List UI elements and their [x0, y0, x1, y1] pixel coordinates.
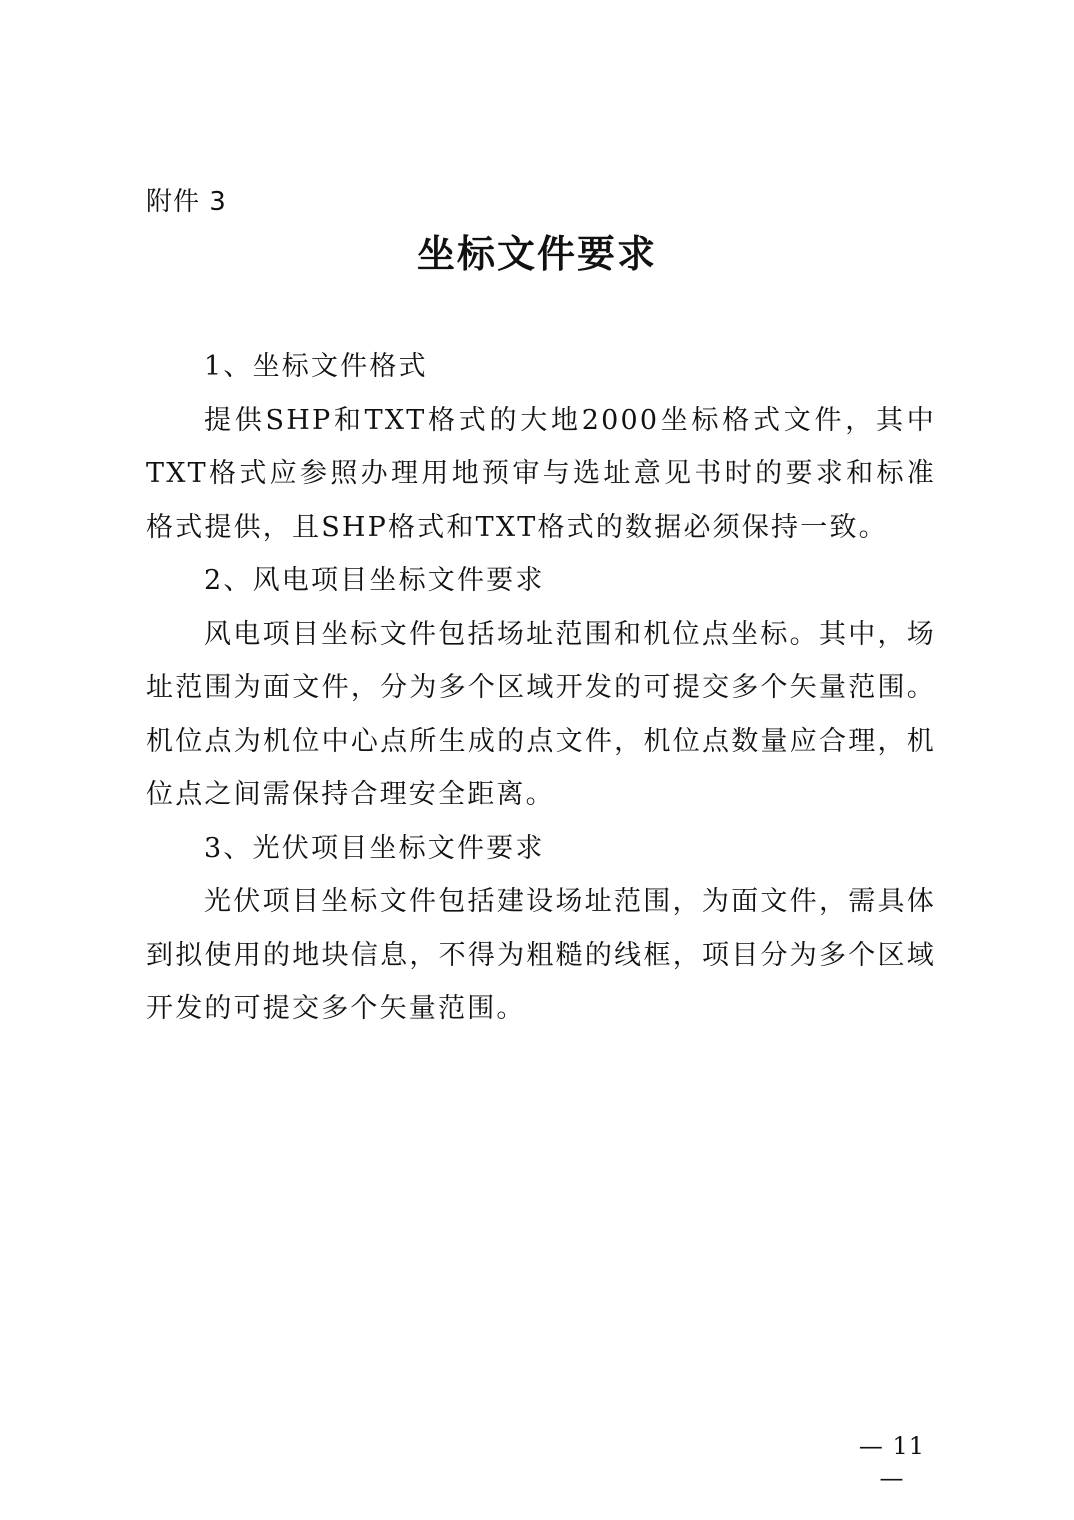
section-heading: 2、风电项目坐标文件要求 [204, 565, 545, 596]
page-number: — 11 — [858, 1432, 926, 1492]
section-paragraph: 风电项目坐标文件包括场址范围和机位点坐标。其中，场址范围为面文件，分为多个区域开发的可提交多个矢量范围。机位点为机位中心点所生成的点文件，机位点数量应合理，机位点之间需保持合理安全距离。 [146, 618, 936, 810]
attachment-label: 附件 3 [146, 187, 227, 217]
section-heading: 3、光伏项目坐标文件要求 [204, 832, 545, 864]
section-heading: 1、坐标文件格式 [204, 351, 428, 382]
section-paragraph: 提供SHP和TXT格式的大地2000坐标格式文件，其中TXT格式应参照办理用地预审与选址意见书时的要求和标准格式提供，且SHP格式和TXT格式的数据必须保持一致。 [146, 404, 936, 543]
section-paragraph: 光伏项目坐标文件包括建设场址范围，为面文件，需具体到拟使用的地块信息，不得为粗糙的线框，项目分为多个区域开发的可提交多个矢量范围。 [146, 886, 936, 1024]
document-body [146, 340, 936, 1036]
document-title: 坐标文件要求 [416, 232, 657, 276]
